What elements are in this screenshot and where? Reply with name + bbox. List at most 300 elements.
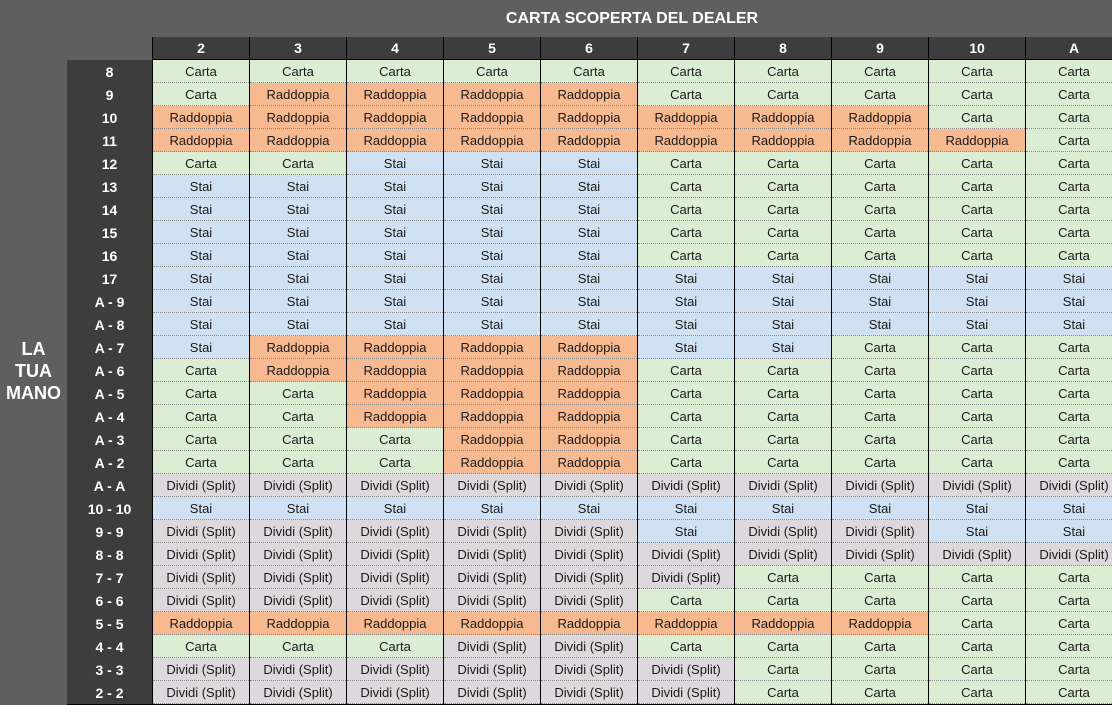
player-hand-label: 15	[67, 221, 152, 244]
strategy-cell: Dividi (Split)	[444, 681, 540, 704]
strategy-cell: Carta	[1026, 359, 1112, 382]
strategy-cell: Carta	[832, 589, 928, 612]
strategy-cell: Stai	[153, 175, 249, 198]
strategy-cell: Carta	[735, 60, 831, 83]
strategy-cell: Carta	[832, 428, 928, 451]
strategy-cell: Carta	[735, 198, 831, 221]
strategy-cell: Dividi (Split)	[250, 520, 346, 543]
strategy-cell: Stai	[832, 267, 928, 290]
strategy-cell: Raddoppia	[347, 83, 443, 106]
dealer-card-title: CARTA SCOPERTA DEL DEALER	[505, 10, 759, 27]
strategy-cell: Raddoppia	[832, 106, 928, 129]
strategy-cell: Carta	[1026, 566, 1112, 589]
dealer-card-header: 10	[929, 37, 1025, 60]
strategy-cell: Raddoppia	[250, 129, 346, 152]
strategy-cell: Carta	[929, 336, 1025, 359]
strategy-cell: Carta	[347, 451, 443, 474]
strategy-cell: Carta	[638, 405, 734, 428]
strategy-cell: Carta	[929, 566, 1025, 589]
strategy-cell: Dividi (Split)	[1026, 474, 1112, 497]
dealer-card-header: 2	[153, 37, 249, 60]
player-hand-label: A - 9	[67, 290, 152, 313]
strategy-cell: Carta	[638, 635, 734, 658]
strategy-cell: Carta	[250, 60, 346, 83]
strategy-cell: Raddoppia	[250, 106, 346, 129]
strategy-cell: Carta	[735, 221, 831, 244]
strategy-cell: Carta	[735, 635, 831, 658]
strategy-cell: Carta	[929, 612, 1025, 635]
player-hand-label: 17	[67, 267, 152, 290]
strategy-cell: Carta	[832, 405, 928, 428]
dealer-card-header: 9	[832, 37, 928, 60]
strategy-cell: Raddoppia	[347, 382, 443, 405]
player-hand-label: 2 - 2	[67, 681, 152, 704]
strategy-cell: Raddoppia	[250, 83, 346, 106]
player-hand-label: A - 8	[67, 313, 152, 336]
strategy-cell: Dividi (Split)	[444, 589, 540, 612]
strategy-cell: Raddoppia	[638, 129, 734, 152]
strategy-cell: Carta	[832, 382, 928, 405]
strategy-cell: Stai	[347, 152, 443, 175]
strategy-cell: Stai	[541, 198, 637, 221]
strategy-cell: Carta	[735, 175, 831, 198]
strategy-cell: Raddoppia	[347, 106, 443, 129]
strategy-cell: Stai	[444, 198, 540, 221]
strategy-cell: Carta	[832, 198, 928, 221]
strategy-cell: Carta	[250, 635, 346, 658]
strategy-cell: Carta	[153, 451, 249, 474]
strategy-cell: Carta	[638, 359, 734, 382]
strategy-cell: Carta	[832, 336, 928, 359]
strategy-cell: Carta	[735, 405, 831, 428]
dealer-card-header: 6	[541, 37, 637, 60]
strategy-cell: Dividi (Split)	[444, 635, 540, 658]
strategy-cell: Carta	[1026, 612, 1112, 635]
strategy-cell: Carta	[638, 152, 734, 175]
strategy-cell: Dividi (Split)	[541, 681, 637, 704]
strategy-cell: Stai	[153, 221, 249, 244]
strategy-cell: Raddoppia	[250, 336, 346, 359]
strategy-cell: Dividi (Split)	[444, 566, 540, 589]
strategy-cell: Dividi (Split)	[832, 520, 928, 543]
strategy-cell: Stai	[153, 244, 249, 267]
strategy-cell: Carta	[929, 428, 1025, 451]
player-hand-label: A - 3	[67, 428, 152, 451]
strategy-cell: Dividi (Split)	[153, 474, 249, 497]
strategy-cell: Carta	[347, 428, 443, 451]
player-hand-label: 9	[67, 83, 152, 106]
strategy-cell: Raddoppia	[444, 129, 540, 152]
strategy-cell: Stai	[444, 244, 540, 267]
table-corner	[67, 37, 152, 60]
player-hand-label: 16	[67, 244, 152, 267]
strategy-cell: Carta	[250, 405, 346, 428]
strategy-cell: Stai	[347, 198, 443, 221]
strategy-cell: Carta	[347, 60, 443, 83]
strategy-cell: Raddoppia	[541, 129, 637, 152]
strategy-cell: Stai	[1026, 313, 1112, 336]
strategy-cell: Dividi (Split)	[250, 589, 346, 612]
strategy-cell: Dividi (Split)	[153, 543, 249, 566]
strategy-cell: Raddoppia	[444, 382, 540, 405]
strategy-cell: Stai	[735, 290, 831, 313]
strategy-cell: Carta	[832, 152, 928, 175]
strategy-cell: Carta	[1026, 83, 1112, 106]
strategy-cell: Raddoppia	[735, 106, 831, 129]
strategy-cell: Stai	[929, 497, 1025, 520]
strategy-cell: Raddoppia	[444, 612, 540, 635]
strategy-cell: Dividi (Split)	[541, 543, 637, 566]
strategy-cell: Raddoppia	[541, 405, 637, 428]
strategy-cell: Stai	[347, 244, 443, 267]
strategy-cell: Carta	[735, 681, 831, 704]
strategy-cell: Carta	[153, 635, 249, 658]
strategy-cell: Stai	[541, 497, 637, 520]
strategy-cell: Raddoppia	[832, 129, 928, 152]
strategy-cell: Carta	[638, 589, 734, 612]
strategy-cell: Raddoppia	[444, 83, 540, 106]
dealer-card-header: 7	[638, 37, 734, 60]
strategy-cell: Carta	[153, 405, 249, 428]
strategy-cell: Dividi (Split)	[444, 474, 540, 497]
strategy-cell: Carta	[735, 382, 831, 405]
strategy-cell: Carta	[1026, 152, 1112, 175]
strategy-cell: Stai	[444, 313, 540, 336]
strategy-cell: Carta	[250, 152, 346, 175]
strategy-cell: Carta	[1026, 106, 1112, 129]
strategy-cell: Stai	[638, 520, 734, 543]
strategy-cell: Stai	[541, 244, 637, 267]
player-hand-label: A - 4	[67, 405, 152, 428]
strategy-cell: Carta	[832, 635, 928, 658]
your-hand-label-area	[0, 37, 67, 705]
player-hand-label: A - 6	[67, 359, 152, 382]
strategy-cell: Dividi (Split)	[929, 474, 1025, 497]
strategy-cell: Stai	[347, 290, 443, 313]
strategy-cell: Carta	[153, 60, 249, 83]
strategy-cell: Stai	[541, 313, 637, 336]
strategy-cell: Carta	[444, 60, 540, 83]
strategy-cell: Raddoppia	[347, 129, 443, 152]
strategy-cell: Dividi (Split)	[250, 543, 346, 566]
strategy-cell: Stai	[638, 497, 734, 520]
strategy-cell: Stai	[1026, 520, 1112, 543]
strategy-cell: Stai	[929, 520, 1025, 543]
strategy-cell: Carta	[638, 382, 734, 405]
strategy-cell: Raddoppia	[541, 451, 637, 474]
strategy-cell: Carta	[638, 60, 734, 83]
strategy-cell: Raddoppia	[444, 336, 540, 359]
player-hand-label: 5 - 5	[67, 612, 152, 635]
strategy-cell: Raddoppia	[250, 612, 346, 635]
strategy-cell: Carta	[638, 221, 734, 244]
strategy-cell: Dividi (Split)	[250, 566, 346, 589]
your-hand-label: LA TUA MANO	[6, 339, 61, 403]
player-hand-label: 6 - 6	[67, 589, 152, 612]
strategy-cell: Raddoppia	[541, 428, 637, 451]
strategy-cell: Raddoppia	[541, 106, 637, 129]
strategy-cell: Carta	[1026, 221, 1112, 244]
strategy-cell: Dividi (Split)	[153, 681, 249, 704]
strategy-cell: Stai	[638, 290, 734, 313]
strategy-cell: Stai	[153, 290, 249, 313]
strategy-cell: Stai	[250, 244, 346, 267]
strategy-cell: Dividi (Split)	[735, 543, 831, 566]
strategy-cell: Raddoppia	[444, 428, 540, 451]
strategy-cell: Dividi (Split)	[444, 520, 540, 543]
strategy-cell: Carta	[250, 451, 346, 474]
strategy-cell: Stai	[929, 290, 1025, 313]
strategy-cell: Carta	[1026, 405, 1112, 428]
strategy-cell: Carta	[929, 658, 1025, 681]
strategy-cell: Raddoppia	[832, 612, 928, 635]
player-hand-label: A - 5	[67, 382, 152, 405]
strategy-cell: Stai	[444, 175, 540, 198]
strategy-cell: Carta	[1026, 336, 1112, 359]
player-hand-label: A - 7	[67, 336, 152, 359]
strategy-cell: Stai	[444, 267, 540, 290]
strategy-cell: Dividi (Split)	[638, 681, 734, 704]
strategy-cell: Carta	[638, 244, 734, 267]
player-hand-label: A - 2	[67, 451, 152, 474]
strategy-cell: Carta	[929, 83, 1025, 106]
dealer-card-header: 3	[250, 37, 346, 60]
strategy-cell: Carta	[929, 382, 1025, 405]
strategy-cell: Carta	[1026, 382, 1112, 405]
strategy-cell: Stai	[638, 313, 734, 336]
strategy-cell: Carta	[638, 451, 734, 474]
strategy-cell: Stai	[153, 313, 249, 336]
strategy-cell: Carta	[735, 83, 831, 106]
strategy-cell: Carta	[1026, 428, 1112, 451]
player-hand-label: 11	[67, 129, 152, 152]
strategy-cell: Stai	[250, 267, 346, 290]
strategy-cell: Carta	[638, 83, 734, 106]
strategy-cell: Carta	[735, 589, 831, 612]
strategy-cell: Carta	[638, 198, 734, 221]
strategy-cell: Stai	[541, 175, 637, 198]
strategy-cell: Stai	[444, 290, 540, 313]
strategy-cell: Carta	[832, 175, 928, 198]
strategy-cell: Carta	[929, 451, 1025, 474]
strategy-cell: Dividi (Split)	[347, 566, 443, 589]
strategy-cell: Raddoppia	[929, 129, 1025, 152]
strategy-cell: Carta	[1026, 244, 1112, 267]
strategy-cell: Dividi (Split)	[347, 681, 443, 704]
strategy-cell: Raddoppia	[735, 129, 831, 152]
player-hand-label: 9 - 9	[67, 520, 152, 543]
player-hand-label: 14	[67, 198, 152, 221]
strategy-cell: Carta	[929, 175, 1025, 198]
strategy-cell: Dividi (Split)	[153, 566, 249, 589]
strategy-cell: Carta	[541, 60, 637, 83]
player-hand-label: A - A	[67, 474, 152, 497]
strategy-cell: Raddoppia	[250, 359, 346, 382]
dealer-card-header: 8	[735, 37, 831, 60]
strategy-cell: Dividi (Split)	[735, 474, 831, 497]
strategy-cell: Carta	[1026, 658, 1112, 681]
strategy-cell: Carta	[153, 382, 249, 405]
player-hand-label: 4 - 4	[67, 635, 152, 658]
strategy-cell: Dividi (Split)	[638, 566, 734, 589]
strategy-cell: Carta	[929, 152, 1025, 175]
strategy-cell: Carta	[735, 566, 831, 589]
strategy-cell: Stai	[1026, 290, 1112, 313]
strategy-cell: Stai	[347, 221, 443, 244]
strategy-cell: Raddoppia	[347, 359, 443, 382]
strategy-cell: Dividi (Split)	[832, 543, 928, 566]
strategy-cell: Carta	[832, 60, 928, 83]
strategy-cell: Raddoppia	[541, 336, 637, 359]
strategy-cell: Raddoppia	[153, 106, 249, 129]
strategy-cell: Carta	[929, 589, 1025, 612]
strategy-cell: Carta	[1026, 681, 1112, 704]
strategy-cell: Dividi (Split)	[153, 589, 249, 612]
strategy-cell: Stai	[444, 152, 540, 175]
strategy-cell: Carta	[929, 405, 1025, 428]
strategy-cell: Stai	[638, 336, 734, 359]
strategy-cell: Stai	[153, 497, 249, 520]
blackjack-strategy-table	[67, 37, 1112, 705]
strategy-cell: Dividi (Split)	[250, 681, 346, 704]
strategy-cell: Stai	[735, 497, 831, 520]
strategy-cell: Stai	[250, 313, 346, 336]
strategy-cell: Stai	[250, 221, 346, 244]
strategy-cell: Stai	[929, 267, 1025, 290]
strategy-cell: Stai	[832, 290, 928, 313]
strategy-cell: Carta	[832, 681, 928, 704]
strategy-cell: Carta	[929, 359, 1025, 382]
player-hand-label: 3 - 3	[67, 658, 152, 681]
strategy-cell: Carta	[832, 451, 928, 474]
strategy-cell: Carta	[929, 244, 1025, 267]
strategy-cell: Stai	[153, 267, 249, 290]
dealer-card-header: 5	[444, 37, 540, 60]
strategy-cell: Raddoppia	[541, 359, 637, 382]
strategy-cell: Carta	[347, 635, 443, 658]
strategy-cell: Raddoppia	[444, 405, 540, 428]
strategy-cell: Stai	[929, 313, 1025, 336]
strategy-cell: Raddoppia	[347, 612, 443, 635]
strategy-cell: Stai	[444, 221, 540, 244]
strategy-cell: Carta	[929, 106, 1025, 129]
strategy-cell: Carta	[929, 635, 1025, 658]
strategy-cell: Dividi (Split)	[541, 589, 637, 612]
strategy-cell: Carta	[832, 83, 928, 106]
strategy-cell: Dividi (Split)	[638, 474, 734, 497]
strategy-cell: Carta	[153, 428, 249, 451]
strategy-cell: Dividi (Split)	[250, 474, 346, 497]
strategy-cell: Carta	[1026, 198, 1112, 221]
strategy-cell: Raddoppia	[153, 612, 249, 635]
strategy-cell: Carta	[1026, 635, 1112, 658]
player-hand-label: 7 - 7	[67, 566, 152, 589]
strategy-cell: Carta	[735, 359, 831, 382]
player-hand-label: 13	[67, 175, 152, 198]
strategy-cell: Carta	[832, 658, 928, 681]
strategy-cell: Dividi (Split)	[153, 520, 249, 543]
strategy-cell: Stai	[832, 313, 928, 336]
strategy-cell: Stai	[153, 336, 249, 359]
strategy-cell: Dividi (Split)	[541, 566, 637, 589]
strategy-cell: Carta	[735, 152, 831, 175]
strategy-cell: Dividi (Split)	[541, 520, 637, 543]
strategy-cell: Stai	[832, 497, 928, 520]
strategy-cell: Stai	[541, 152, 637, 175]
strategy-cell: Stai	[735, 313, 831, 336]
strategy-cell: Carta	[929, 198, 1025, 221]
strategy-cell: Stai	[444, 497, 540, 520]
player-hand-label: 12	[67, 152, 152, 175]
strategy-cell: Dividi (Split)	[347, 520, 443, 543]
strategy-cell: Carta	[929, 221, 1025, 244]
strategy-cell: Raddoppia	[347, 336, 443, 359]
player-hand-label: 8 - 8	[67, 543, 152, 566]
strategy-cell: Carta	[735, 451, 831, 474]
player-hand-label: 10	[67, 106, 152, 129]
strategy-cell: Stai	[347, 313, 443, 336]
strategy-cell: Dividi (Split)	[929, 543, 1025, 566]
strategy-cell: Dividi (Split)	[541, 635, 637, 658]
strategy-cell: Dividi (Split)	[444, 543, 540, 566]
strategy-cell: Carta	[153, 83, 249, 106]
strategy-cell: Dividi (Split)	[735, 520, 831, 543]
strategy-cell: Dividi (Split)	[153, 658, 249, 681]
strategy-cell: Stai	[153, 198, 249, 221]
player-hand-label: 10 - 10	[67, 497, 152, 520]
strategy-cell: Stai	[541, 290, 637, 313]
strategy-cell: Carta	[735, 428, 831, 451]
strategy-cell: Stai	[347, 175, 443, 198]
strategy-cell: Carta	[1026, 451, 1112, 474]
strategy-cell: Carta	[832, 221, 928, 244]
strategy-cell: Raddoppia	[541, 612, 637, 635]
strategy-cell: Stai	[638, 267, 734, 290]
strategy-cell: Carta	[735, 658, 831, 681]
strategy-cell: Stai	[250, 290, 346, 313]
strategy-cell: Carta	[1026, 175, 1112, 198]
strategy-cell: Carta	[929, 60, 1025, 83]
strategy-cell: Carta	[638, 175, 734, 198]
dealer-card-header: A	[1026, 37, 1112, 60]
strategy-cell: Stai	[735, 267, 831, 290]
strategy-cell: Stai	[347, 267, 443, 290]
strategy-cell: Dividi (Split)	[638, 543, 734, 566]
strategy-cell: Dividi (Split)	[1026, 543, 1112, 566]
strategy-cell: Raddoppia	[347, 405, 443, 428]
strategy-cell: Raddoppia	[444, 106, 540, 129]
strategy-cell: Stai	[250, 175, 346, 198]
strategy-cell: Stai	[1026, 267, 1112, 290]
strategy-cell: Raddoppia	[444, 359, 540, 382]
strategy-cell: Stai	[250, 497, 346, 520]
strategy-cell: Carta	[250, 382, 346, 405]
strategy-cell: Stai	[735, 336, 831, 359]
strategy-cell: Dividi (Split)	[250, 658, 346, 681]
strategy-cell: Carta	[153, 152, 249, 175]
strategy-cell: Raddoppia	[638, 612, 734, 635]
strategy-cell: Carta	[929, 681, 1025, 704]
strategy-cell: Carta	[832, 359, 928, 382]
strategy-cell: Stai	[1026, 497, 1112, 520]
strategy-cell: Dividi (Split)	[347, 589, 443, 612]
strategy-cell: Dividi (Split)	[832, 474, 928, 497]
strategy-cell: Carta	[832, 244, 928, 267]
strategy-cell: Raddoppia	[444, 451, 540, 474]
strategy-cell: Carta	[153, 359, 249, 382]
strategy-cell: Stai	[250, 198, 346, 221]
strategy-cell: Raddoppia	[638, 106, 734, 129]
